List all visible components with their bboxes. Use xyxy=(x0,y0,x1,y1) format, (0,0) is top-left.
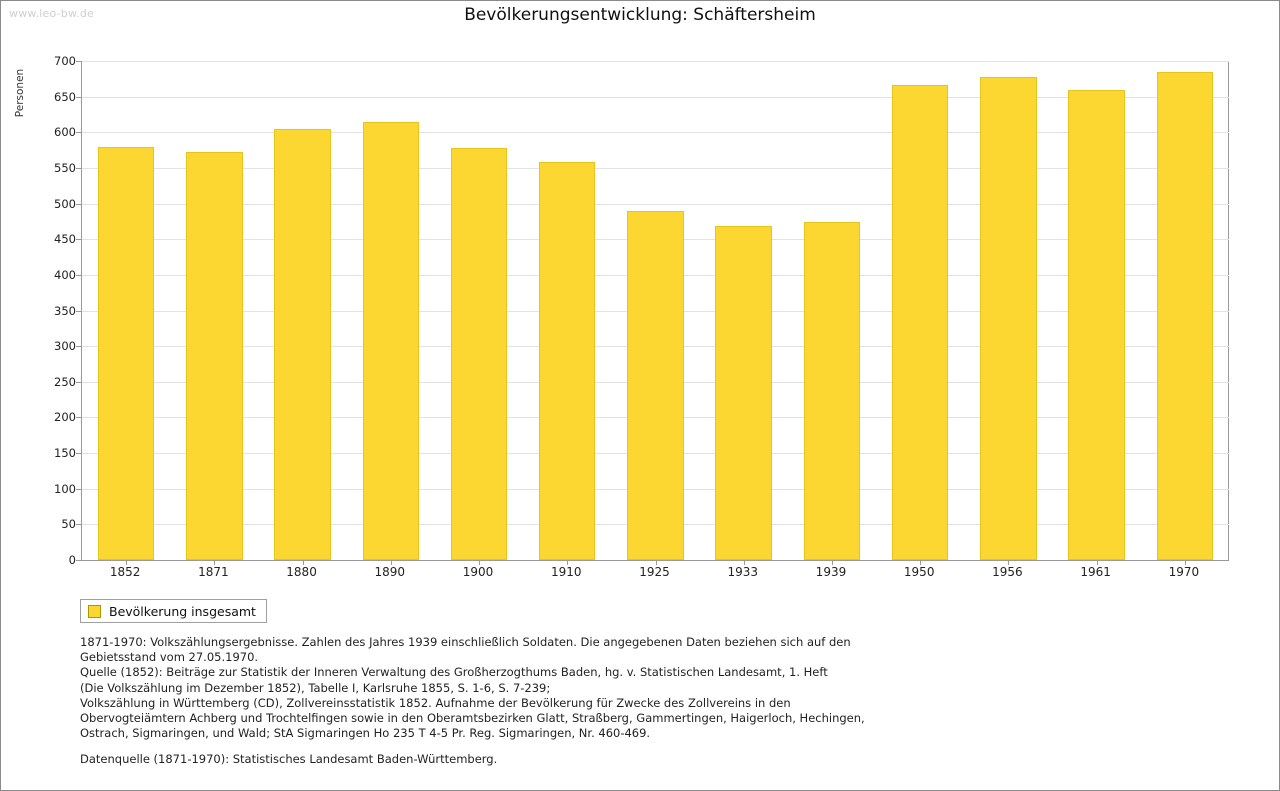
chart-notes xyxy=(80,635,1200,767)
x-tick-label: 1852 xyxy=(109,565,141,579)
y-tick-label: 650 xyxy=(54,89,76,104)
x-tick-label: 1950 xyxy=(903,565,935,579)
x-tick-label: 1939 xyxy=(815,565,847,579)
bar xyxy=(186,152,242,560)
gridline xyxy=(82,204,1229,205)
y-tick-label: 350 xyxy=(54,303,76,318)
source-note: Datenquelle (1871-1970): Statistisches Landesamt Baden-Württemberg. xyxy=(80,752,498,767)
y-tick-label: 500 xyxy=(54,196,76,211)
x-tick-label: 1910 xyxy=(550,565,582,579)
gridline xyxy=(82,97,1229,98)
gridline xyxy=(82,132,1229,133)
bar xyxy=(98,147,154,560)
legend-label: Bevölkerung insgesamt xyxy=(109,603,256,619)
note-line: 1871-1970: Volkszählungsergebnisse. Zahlen des Jahres 1939 einschließlich Soldaten. Die angegebenen Daten beziehen sich auf den xyxy=(80,635,851,649)
note-line: Gebietsstand vom 27.05.1970. xyxy=(80,650,259,665)
bar xyxy=(451,148,507,560)
y-tick-label: 700 xyxy=(54,54,76,68)
x-tick-label: 1956 xyxy=(992,565,1023,579)
y-tick-label: 150 xyxy=(54,446,76,461)
x-tick-label: 1925 xyxy=(639,565,670,579)
note-line: Ostrach, Sigmaringen, und Wald; StA Sigmaringen Ho 235 T 4-5 Pr. Reg. Sigmaringen, Nr. 460-469. xyxy=(80,726,651,741)
y-tick-label: 600 xyxy=(54,125,76,140)
note-line: (Die Volkszählung im Dezember 1852), Tabelle I, Karlsruhe 1855, S. 1-6, S. 7-239; xyxy=(80,680,551,695)
x-tick-label: 1900 xyxy=(462,565,494,579)
bar xyxy=(980,77,1036,560)
y-tick-label: 50 xyxy=(61,517,76,532)
bar xyxy=(539,162,595,560)
note-spacer xyxy=(80,741,1200,752)
y-tick-label: 550 xyxy=(54,160,76,175)
gridline xyxy=(82,61,1229,62)
x-tick-label: 1970 xyxy=(1168,565,1200,579)
x-tick-label: 1933 xyxy=(727,565,758,579)
x-tick-label: 1961 xyxy=(1080,565,1111,579)
note-line: Quelle (1852): Beiträge zur Statistik der Inneren Verwaltung des Großherzogthums Baden, hg. v. Statistischen Landesamt, 1. Heft xyxy=(80,665,828,680)
note-line: Obervogteiämtern Achberg und Trochtelfingen sowie in den Oberamtsbezirken Glatt, Straßberg, Gammertingen, Haigerloch, Hechingen, xyxy=(80,710,865,725)
bar xyxy=(627,211,683,560)
legend-swatch-icon xyxy=(88,605,101,618)
y-axis-labels xyxy=(31,54,76,567)
y-tick-label: 100 xyxy=(54,481,76,496)
x-tick-label: 1871 xyxy=(198,565,229,579)
x-tick-label: 1890 xyxy=(374,565,406,579)
bar xyxy=(892,85,948,560)
y-tick-label: 450 xyxy=(54,232,76,247)
bar xyxy=(363,122,419,560)
y-tick-label: 300 xyxy=(54,339,76,354)
chart-legend xyxy=(80,599,267,623)
y-tick-label: 250 xyxy=(54,374,76,389)
bar xyxy=(1068,90,1124,560)
bar xyxy=(1157,72,1213,560)
plot-area xyxy=(81,61,1229,561)
bar xyxy=(715,226,771,560)
y-tick-label: 400 xyxy=(54,267,76,282)
y-tick-label: 200 xyxy=(54,410,76,425)
bar xyxy=(804,222,860,560)
site-watermark: www.leo-bw.de xyxy=(9,7,95,20)
x-tick-label: 1880 xyxy=(286,565,317,579)
x-axis-labels xyxy=(81,565,1229,583)
y-axis-title: Personen xyxy=(14,68,26,118)
note-line: Volkszählung in Württemberg (CD), Zollvereinsstatistik 1852. Aufnahme der Bevölkerung für Zwecke des Zollvereins in den xyxy=(80,695,791,710)
y-tick-label: 0 xyxy=(68,553,76,567)
page-title: Bevölkerungsentwicklung: Schäftersheim xyxy=(464,5,816,25)
gridline xyxy=(82,168,1229,169)
bar xyxy=(274,129,330,560)
